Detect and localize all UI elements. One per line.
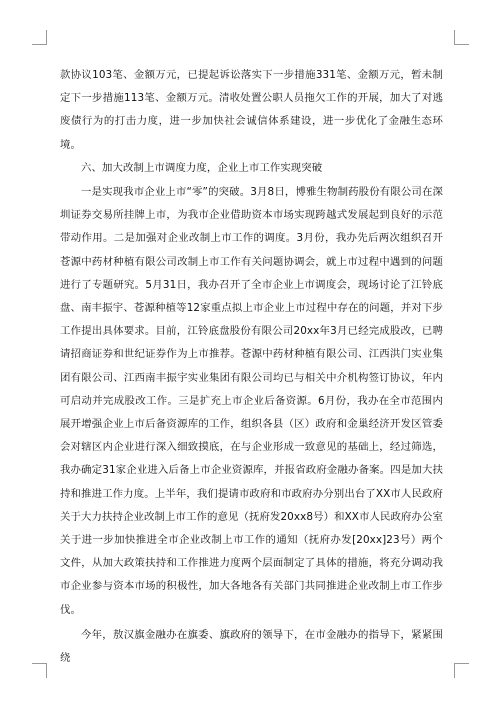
paragraph-continued: 款协议103笔、金额万元，已提起诉讼落实下一步措施331笔、金额万元，暂未制定下一步措施113笔、金额万元。清收处置公职人员拖欠工作的开展，加大了对逃废债行为的打击力度，进一步加快社会诚信体系建设，进一步优化了金融生态环境。 (60, 69, 443, 151)
paragraph-closing: 今年，敖汉旗金融办在旗委、旗政府的领导下，在市金融办的指导下，紧紧围绕 (60, 628, 443, 665)
crop-mark-bottom-right (454, 663, 469, 678)
crop-mark-top-right (454, 30, 469, 45)
crop-mark-bottom-left (32, 663, 47, 678)
document-body (60, 64, 443, 670)
paragraph-listing-actions: 一是实现我市企业上市“零”的突破。3月8日，博雅生物制药股份有限公司在深圳证券交易所挂牌上市，为我市企业借助资本市场实现跨越式发展起到良好的示范带动作用。二是加强对企业改制上市工作的调度。3月份，我办先后两次组织召开苍源中药材种植有限公司改制上市工作有关问题协调会，就上市过程中遇到的问题进行了专题研究。5月31日，我办召开了全市企业上市调度会，现场讨论了江铃底盘、南丰振宇、苍源种植等12家重点拟上市企业上市过程中存在的问题，并对下步工作提出具体要求。目前，江铃底盘股份有限公司20xx年3月已经完成股改，已聘请招商证券和世纪证券作为上市推荐。苍源中药材种植有限公司、江西洪门实业集团有限公司、江西南丰振宇实业集团有限公司均已与相关中介机构签订协议，年内可启动并完成股改工作。三是扩充上市企业后备资源。6月份，我办在全市范围内展开增强企业上市后备资源库的工作，组织各县（区）政府和金巢经济开发区管委会对辖区内企业进行深入细致摸底，在与企业形成一致意见的基础上，经过筛选，我办确定31家企业进入后备上市企业资源库，并报省政府金融办备案。四是加大扶持和推进工作力度。上半年，我们提请市政府和市政府办分别出台了XX市人民政府关于大力扶持企业改制上市工作的意见（抚府发20xx8号）和XX市人民政府办公室关于进一步加快推进全市企业改制上市工作的通知（抚府办发[20xx]23号）两个文件，从加大政策扶持和工作推进力度两个层面制定了具体的措施，将充分调动我市企业参与资本市场的积极性，加大各地各有关部门共同推进企业改制上市工作步伐。 (60, 186, 443, 616)
section-heading: 六、加大改制上市调度力度，企业上市工作实现突破 (81, 161, 323, 174)
crop-mark-top-left (32, 30, 47, 45)
